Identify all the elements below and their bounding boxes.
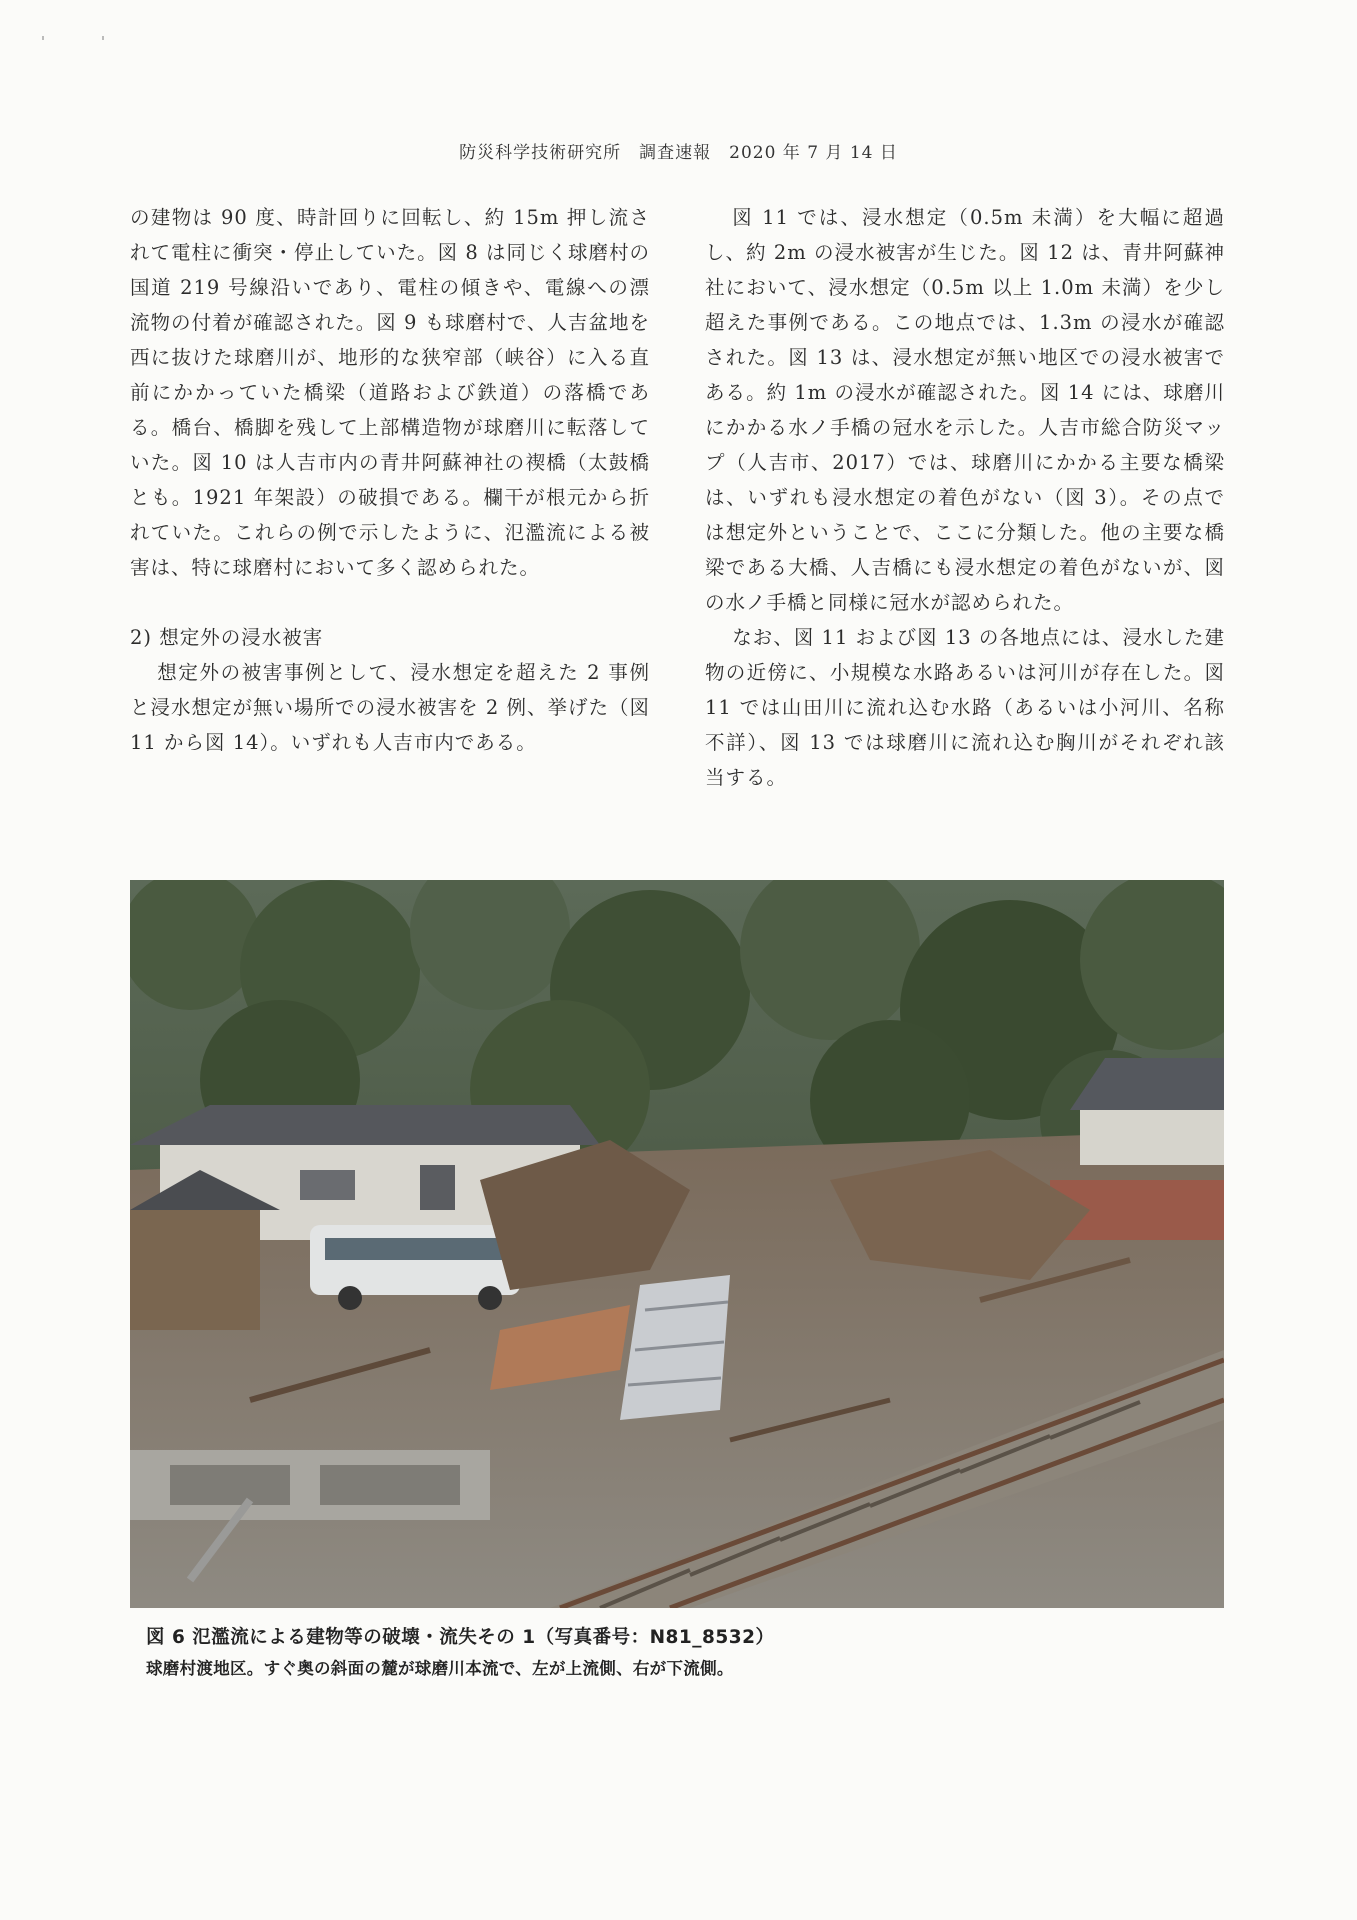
page-header: 防災科学技術研究所 調査速報 2020 年 7 月 14 日 <box>459 143 898 163</box>
body-paragraph: の建物は 90 度、時計回りに回転し、約 15m 押し流されて電柱に衝突・停止していた。図 8 は同じく球磨村の国道 219 号線沿いであり、電柱の傾きや、電線への漂流物の付着が確認された。図 9 も球磨村で、人吉盆地を西に抜けた球磨川が、地形的な狭窄部（峡谷）に入る直前にかかっていた橋梁（道路および鉄道）の落橋である。橋台、橋脚を残して上部構造物が球磨川に転落していた。図 10 は人吉市内の青井阿蘇神社の禊橋（太鼓橋とも。1921 年架設）の破損である。欄干が根元から折れていた。これらの例で示したように、氾濫流による被害は、特に球磨村において多く認められた。 <box>130 206 650 579</box>
body-paragraph: 図 11 では、浸水想定（0.5m 未満）を大幅に超過し、約 2m の浸水被害が生じた。図 12 は、青井阿蘇神社において、浸水想定（0.5m 以上 1.0m 未満）を少し超えた事例である。この地点では、1.3m の浸水が確認された。図 13 は、浸水想定が無い地区での浸水被害である。約 1m の浸水が確認された。図 14 には、球磨川にかかる水ノ手橋の冠水を示した。人吉市総合防災マップ（人吉市、2017）では、球磨川にかかる主要な橋梁は、いずれも浸水想定の着色がない（図 3）。その点では想定外ということで、ここに分類した。他の主要な橋梁である大橋、人吉橋にも浸水想定の着色がないが、図の水ノ手橋と同様に冠水が認められた。 <box>705 206 1225 614</box>
body-paragraph: なお、図 11 および図 13 の各地点には、浸水した建物の近傍に、小規模な水路あるいは河川が存在した。図 11 では山田川に流れ込む水路（あるいは小河川、名称不詳）、図 13 では球磨川に流れ込む胸川がそれぞれ該当する。 <box>705 626 1225 789</box>
right-column <box>705 200 1225 795</box>
caption-title: 図 6 氾濫流による建物等の破壊・流失その 1（写真番号：N81_8532） <box>146 1627 775 1648</box>
caption-body: 球磨村渡地区。すぐ奥の斜面の麓が球磨川本流で、左が上流側、右が下流側。 <box>146 1659 734 1678</box>
scan-mark <box>102 36 104 40</box>
left-column <box>130 200 650 760</box>
disaster-photo <box>130 880 1224 1608</box>
scan-mark <box>42 36 44 40</box>
figure-caption <box>146 1622 1216 1684</box>
section-heading: 2) 想定外の浸水被害 <box>130 626 324 649</box>
flood-damage-image <box>130 880 1224 1608</box>
body-paragraph: 想定外の被害事例として、浸水想定を超えた 2 事例と浸水想定が無い場所での浸水被害を 2 例、挙げた（図 11 から図 14）。いずれも人吉市内である。 <box>130 661 650 754</box>
